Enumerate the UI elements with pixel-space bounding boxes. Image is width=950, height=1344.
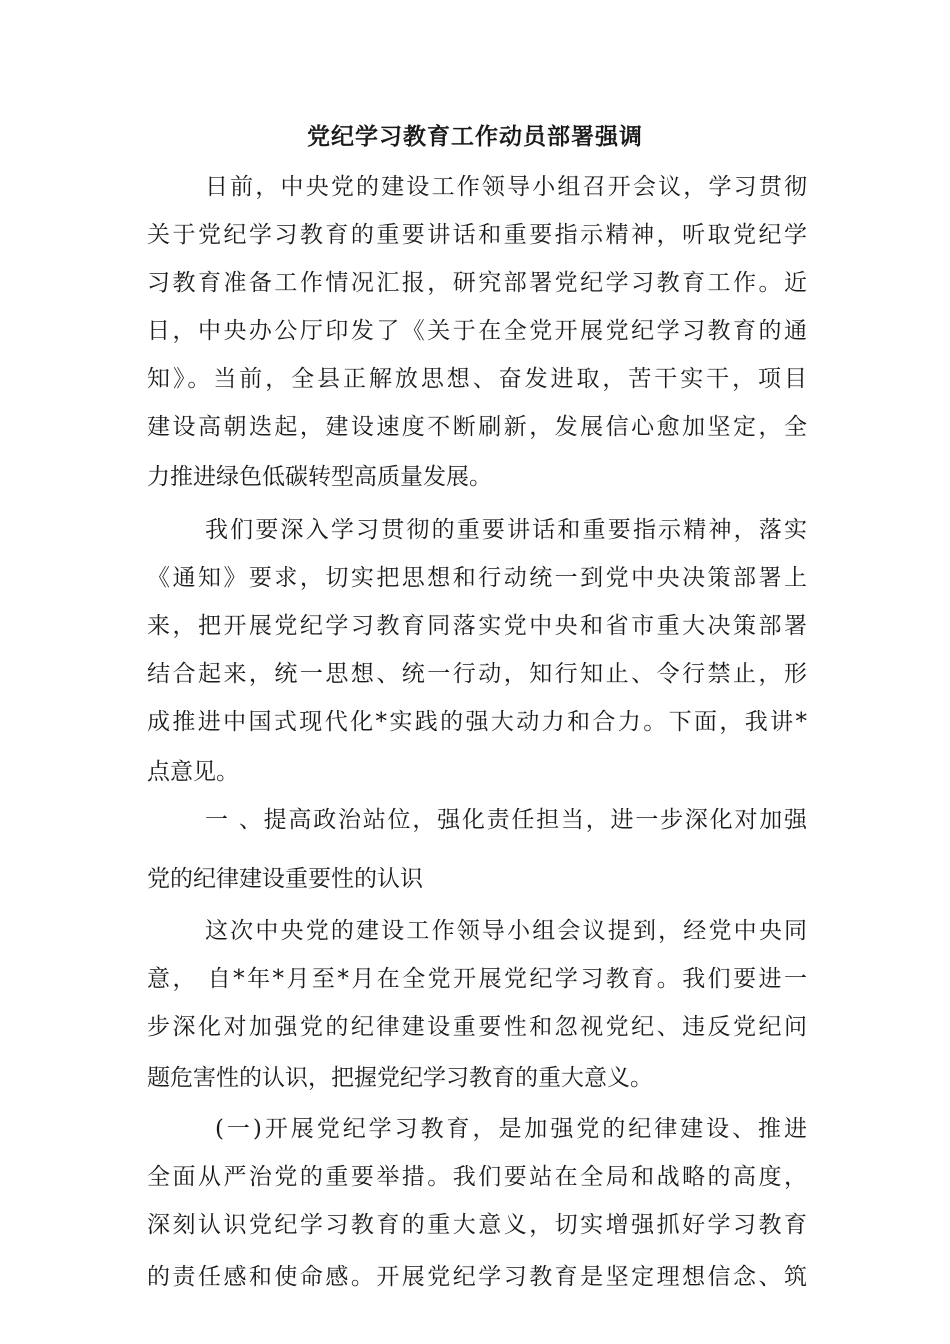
text-line: 题危害性的认识，把握党纪学习教育的重大意义。 <box>147 1065 653 1091</box>
section-heading-line: 党的纪律建设重要性的认识 <box>147 866 423 892</box>
text-line: 全面从严治党的重要举措。我们要站在全局和战略的高度， <box>147 1164 807 1190</box>
text-line: 日前，中央党的建设工作领导小组召开会议，学习贯彻 <box>205 174 807 200</box>
text-line: 步深化对加强党的纪律建设重要性和忽视党纪、违反党纪问 <box>147 1014 807 1040</box>
document-title: 党纪学习教育工作动员部署强调 <box>307 123 643 150</box>
text-line: 这次中央党的建设工作领导小组会议提到，经党中央同 <box>205 918 807 944</box>
text-line: 日，中央办公厅印发了《关于在全党开展党纪学习教育的通 <box>147 318 807 344</box>
text-line: 成推进中国式现代化*实践的强大动力和合力。下面，我讲* <box>147 709 807 735</box>
text-line: 点意见。 <box>147 759 239 785</box>
text-line: 结合起来，统一思想、统一行动，知行知止、令行禁止，形 <box>147 661 807 687</box>
text-line: 知》。当前，全县正解放思想、奋发进取，苦干实干，项目 <box>147 366 807 392</box>
text-line: 力推进绿色低碳转型高质量发展。 <box>147 464 492 490</box>
text-line: 习教育准备工作情况汇报，研究部署党纪学习教育工作。近 <box>147 270 807 296</box>
text-line: 关于党纪学习教育的重要讲话和重要指示精神，听取党纪学 <box>147 222 807 248</box>
text-line: 《通知》要求，切实把思想和行动统一到党中央决策部署上 <box>147 565 807 591</box>
text-line: 来，把开展党纪学习教育同落实党中央和省市重大决策部署 <box>147 613 807 639</box>
subsection-line: (一)开展党纪学习教育，是加强党的纪律建设、推进 <box>215 1116 807 1142</box>
text-line: 的责任感和使命感。开展党纪学习教育是坚定理想信念、筑 <box>147 1264 807 1290</box>
text-line: 建设高朝迭起，建设速度不断刷新，发展信心愈加坚定，全 <box>147 414 807 440</box>
section-heading-line: 一 、提高政治站位，强化责任担当，进一步深化对加强 <box>205 807 807 833</box>
text-line: 我们要深入学习贯彻的重要讲话和重要指示精神，落实 <box>205 517 807 543</box>
text-line: 深刻认识党纪学习教育的重大意义，切实增强抓好学习教育 <box>147 1212 807 1238</box>
text-line: 意， 自*年*月至*月在全党开展党纪学习教育。我们要进一 <box>147 966 807 992</box>
